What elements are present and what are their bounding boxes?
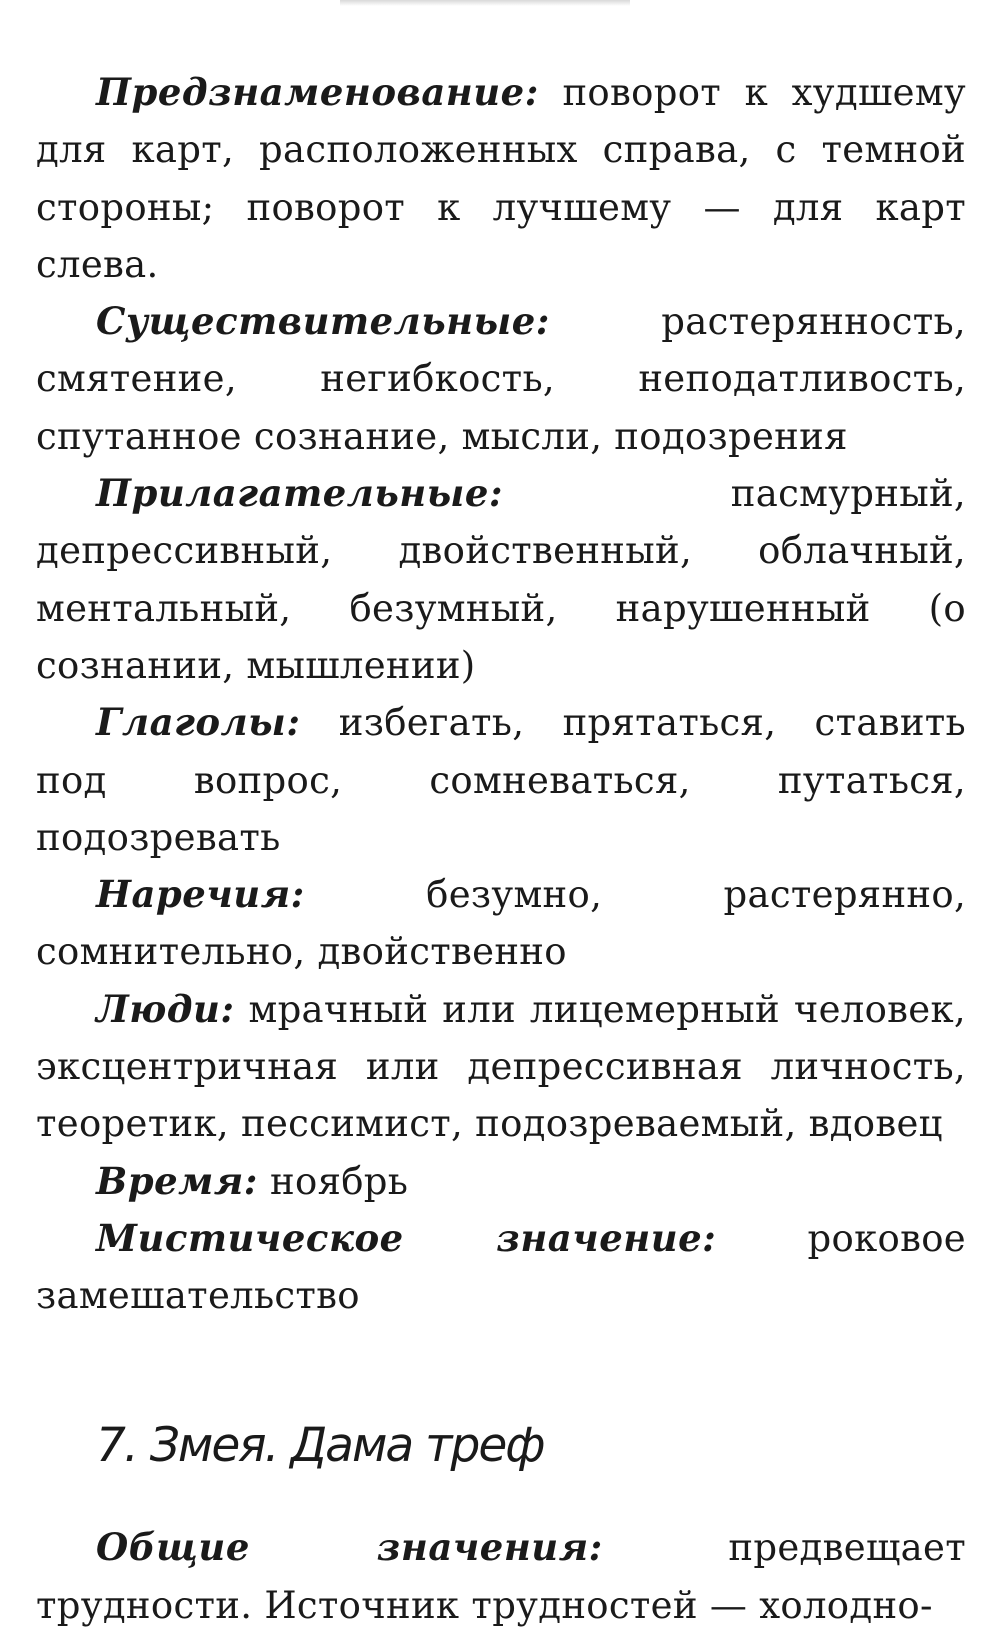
entry-time — [36, 1153, 966, 1210]
entry-mystic — [36, 1210, 966, 1325]
scan-shadow — [340, 0, 630, 6]
entry-term: Общие значения: — [96, 1525, 603, 1569]
entry-text: безумно, растерянно, сомнительно, двойственно — [36, 873, 966, 974]
entry-term: Мистическое значение: — [96, 1215, 717, 1260]
entry-term: Глаголы: — [96, 700, 301, 745]
entry-term: Прилагательные: — [96, 471, 504, 516]
entry-text: поворот к худшему для карт, расположенных справа, с темной стороны; поворот к лучшему — для карт слева. — [36, 71, 966, 286]
entry-people — [36, 981, 966, 1153]
card-meanings-text — [36, 64, 966, 1325]
entry-verbs — [36, 694, 966, 866]
entry-adverbs — [36, 866, 966, 981]
entry-omen — [36, 64, 966, 293]
entry-text: мрачный или лицемерный человек, эксцентричная или депрессивная личность, теоретик, пессимист, подозреваемый, вдовец — [36, 987, 966, 1146]
entry-nouns — [36, 293, 966, 465]
entry-term: Существительные: — [96, 299, 550, 344]
entry-text: избегать, прятаться, ставить под вопрос, сомневаться, путаться, подозревать — [36, 701, 966, 859]
entry-term: Люди: — [96, 986, 235, 1031]
entry-term: Время: — [96, 1158, 258, 1203]
entry-text: растерянность, смятение, негибкость, неподатливость, спутанное сознание, мысли, подозрения — [36, 300, 966, 458]
entry-text: роковое замешательство — [36, 1216, 966, 1318]
section-intro — [36, 1518, 966, 1635]
entry-text: предвещает трудности. Источник трудностей — холодно- — [36, 1526, 966, 1627]
entry-term: Предзнаменование: — [96, 70, 539, 114]
section-heading: 7. Змея. Дама треф — [96, 1418, 544, 1473]
entry-text: пасмурный, депрессивный, двойственный, облачный, ментальный, безумный, нарушенный (о сознании, мышлении) — [36, 472, 966, 687]
entry-term: Наречия: — [96, 872, 305, 917]
entry-text: ноябрь — [257, 1159, 409, 1203]
entry-general — [36, 1518, 966, 1635]
entry-adjectives — [36, 465, 966, 694]
